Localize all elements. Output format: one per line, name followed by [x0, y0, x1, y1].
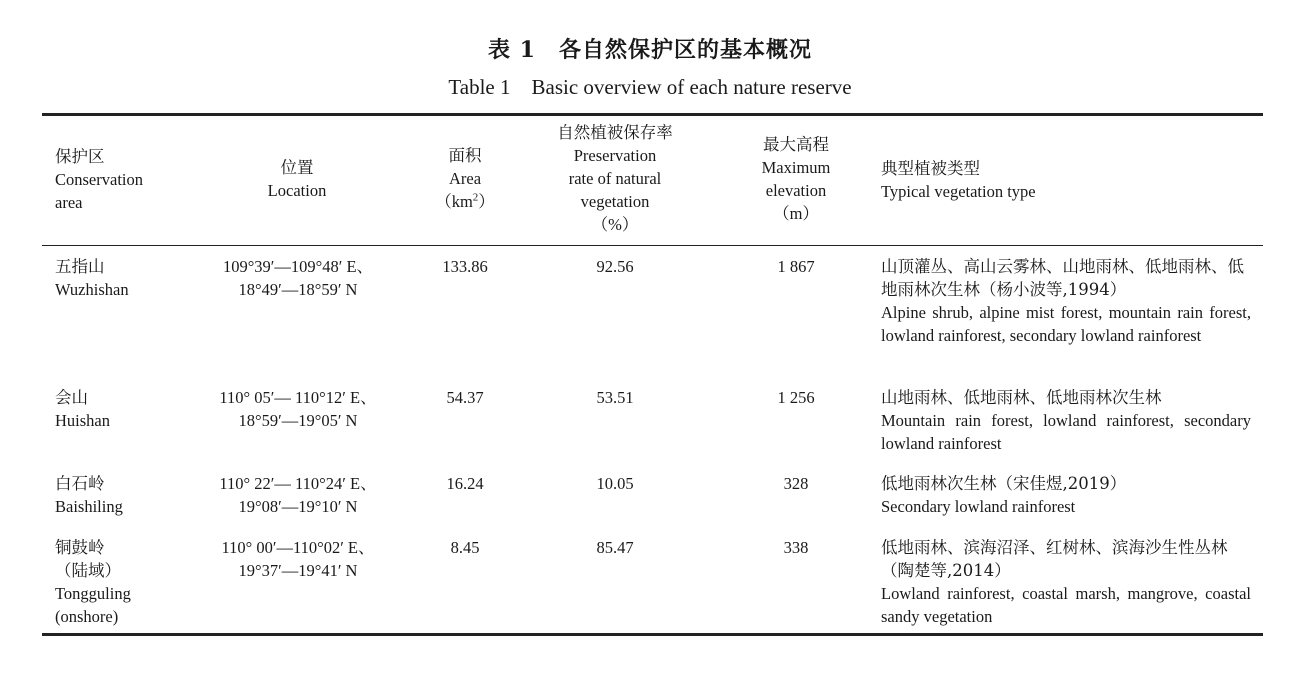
location-latitude: 18°49′—18°59′ N: [238, 280, 358, 299]
location-longitude: 110° 00′—110°02′ E、: [221, 538, 375, 557]
header-vegetation-type: [881, 157, 1251, 203]
table-top-rule: [42, 113, 1263, 116]
elevation-cell: 1 867: [777, 257, 815, 276]
table-bottom-rule: [42, 633, 1263, 636]
header-preservation-cn: 自然植被保存率: [557, 123, 673, 142]
vegetation-en: Alpine shrub, alpine mist forest, mountain rain forest, lowland rainforest, secondary lowland rainforest: [881, 303, 1251, 345]
header-area-en-line1: Conservation: [55, 170, 143, 189]
header-size: [410, 144, 520, 213]
header-elevation-unit: （m）: [773, 204, 819, 223]
size-cell: 16.24: [446, 474, 484, 493]
vegetation-en: Secondary lowland rainforest: [881, 497, 1076, 516]
area-name-cn: 会山: [55, 388, 88, 407]
size-cell: 54.37: [446, 388, 484, 407]
elevation-cell: 338: [783, 538, 809, 557]
header-location: [217, 156, 377, 202]
area-name-cn: 白石岭: [55, 474, 105, 493]
area-name-cn-note: （陆域）: [55, 561, 121, 580]
elevation-cell: 1 256: [777, 388, 815, 407]
header-conservation-area: [55, 145, 195, 214]
header-size-unit: $(km^2)$: [435, 191, 495, 211]
preservation-cell: 53.51: [596, 388, 634, 407]
preservation-cell: 92.56: [596, 257, 634, 276]
area-name-en: Huishan: [55, 411, 110, 430]
size-cell: 133.86: [442, 257, 488, 276]
area-name-en-note: (onshore): [55, 607, 119, 626]
location-cell: [178, 536, 418, 582]
size-cell: 8.45: [450, 538, 480, 557]
location-cell: [178, 386, 418, 432]
header-preservation-rate: [530, 121, 700, 236]
vegetation-cn: 山顶灌丛、高山云雾林、山地雨林、低地雨林、低地雨林次生林（杨小波等,1994）: [881, 257, 1244, 299]
location-longitude: 110° 05′— 110°12′ E、: [219, 388, 377, 407]
vegetation-en: Lowland rainforest, coastal marsh, mangrove, coastal sandy vegetation: [881, 584, 1251, 626]
header-elevation-cn: 最大高程: [763, 135, 829, 154]
elevation-cell: 328: [783, 474, 809, 493]
header-elevation-en-line2: elevation: [765, 181, 827, 200]
location-longitude: 110° 22′— 110°24′ E、: [219, 474, 377, 493]
header-max-elevation: [736, 133, 856, 225]
header-elevation-en-line1: Maximum: [761, 158, 831, 177]
header-area-cn: 保护区: [55, 147, 105, 166]
location-latitude: 19°37′—19°41′ N: [238, 561, 358, 580]
location-cell: [178, 472, 418, 518]
header-preservation-en-line1: Preservation: [573, 146, 657, 165]
location-cell: [178, 255, 418, 301]
table-title-cn: 表 1 各自然保护区的基本概况: [488, 37, 812, 63]
location-latitude: 18°59′—19°05′ N: [238, 411, 358, 430]
vegetation-cell: [881, 255, 1251, 347]
header-preservation-unit: （%）: [591, 215, 639, 234]
area-name-en: Baishiling: [55, 497, 123, 516]
location-latitude: 19°08′—19°10′ N: [238, 497, 358, 516]
header-preservation-en-line3: vegetation: [580, 192, 650, 211]
header-location-cn: 位置: [280, 158, 314, 177]
vegetation-cell: [881, 536, 1251, 628]
area-name-cn: 铜鼓岭: [55, 538, 105, 557]
vegetation-cn: 低地雨林、滨海沼泽、红树林、滨海沙生性丛林（陶楚等,2014）: [881, 538, 1228, 580]
header-location-en: Location: [267, 181, 327, 200]
table-row-tongguling-area: [55, 536, 195, 628]
vegetation-cn: 山地雨林、低地雨林、低地雨林次生林: [881, 388, 1162, 407]
header-size-cn: 面积: [448, 146, 482, 165]
table-row-baishiling-area: [55, 472, 195, 518]
header-preservation-en-line2: rate of natural: [568, 169, 662, 188]
table-row-wuzhishan-area: [55, 255, 195, 301]
preservation-cell: 85.47: [596, 538, 634, 557]
area-name-cn: 五指山: [55, 257, 105, 276]
table-title-en: Table 1 Basic overview of each nature reserve: [448, 75, 852, 99]
table-row-huishan-area: [55, 386, 195, 432]
area-name-en: Tongguling: [55, 584, 131, 603]
vegetation-cell: [881, 386, 1251, 455]
table-header-rule: [42, 245, 1263, 246]
vegetation-cn: 低地雨林次生林（宋佳煜,2019）: [881, 474, 1127, 493]
area-name-en: Wuzhishan: [55, 280, 129, 299]
location-longitude: 109°39′—109°48′ E、: [222, 257, 374, 276]
vegetation-en: Mountain rain forest, lowland rainforest, secondary lowland rainforest: [881, 411, 1251, 453]
vegetation-cell: [881, 472, 1251, 518]
header-vegetation-en: Typical vegetation type: [881, 182, 1036, 201]
header-area-en-line2: area: [55, 193, 83, 212]
preservation-cell: 10.05: [596, 474, 634, 493]
header-size-en: Area: [448, 169, 482, 188]
header-vegetation-cn: 典型植被类型: [881, 159, 980, 178]
